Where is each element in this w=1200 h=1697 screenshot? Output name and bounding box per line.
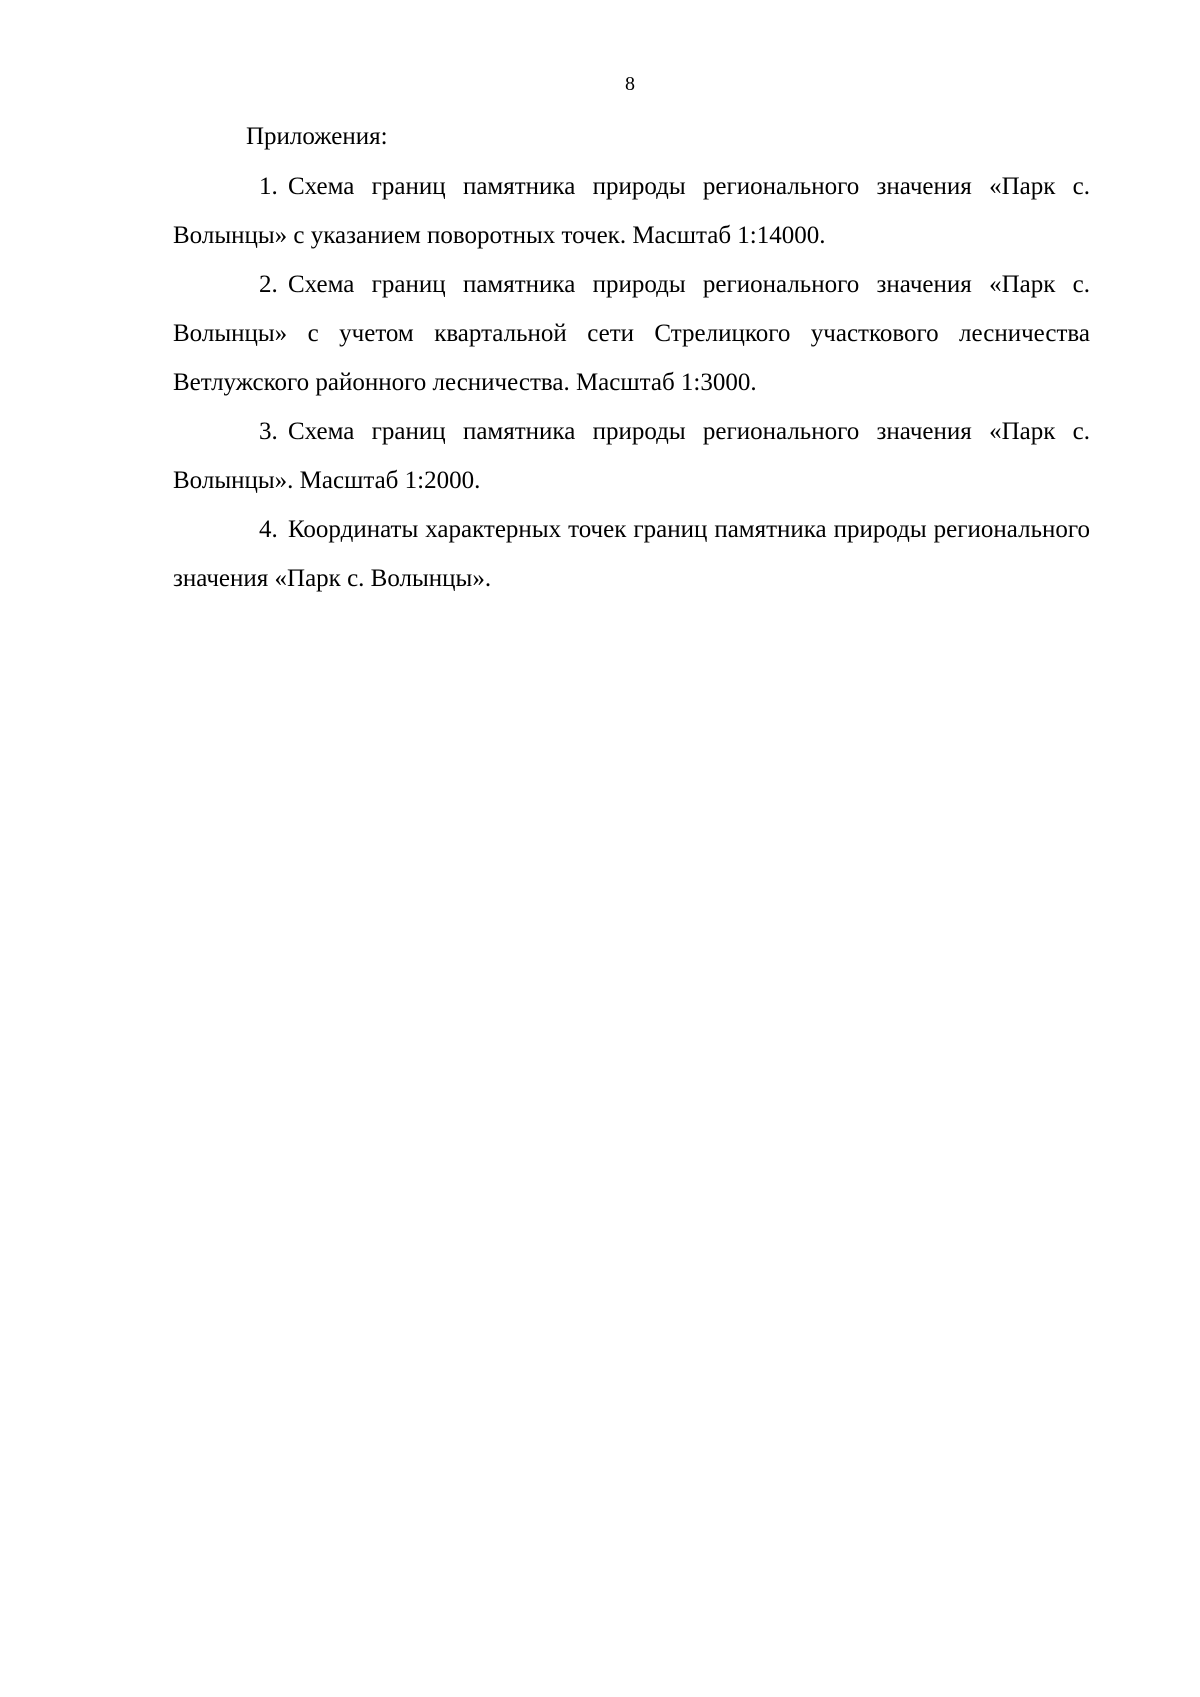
- appendices-list: [173, 162, 1090, 603]
- appendix-item-number: 3.: [259, 418, 278, 445]
- appendix-item-1: [173, 162, 1090, 260]
- appendix-item-3: [173, 407, 1090, 505]
- appendix-item-text: Схема границ памятника природы регионального значения «Парк с. Волынцы». Масштаб 1:2000.: [173, 418, 1090, 494]
- appendix-item-number: 2.: [259, 271, 278, 298]
- appendix-item-text: Координаты характерных точек границ памятника природы регионального значения «Парк с. Волынцы».: [173, 516, 1090, 592]
- appendix-item-4: [173, 505, 1090, 603]
- appendix-item-number: 4.: [259, 516, 278, 543]
- appendices-section: [173, 112, 1090, 603]
- appendix-item-2: [173, 260, 1090, 407]
- appendix-item-text: Схема границ памятника природы регионального значения «Парк с. Волынцы» с учетом квартальной сети Стрелицкого участкового лесничества Ветлужского районного лесничества. Масштаб 1:3000.: [173, 271, 1090, 396]
- appendix-item-text: Схема границ памятника природы регионального значения «Парк с. Волынцы» с указанием поворотных точек. Масштаб 1:14000.: [173, 173, 1090, 249]
- appendix-item-number: 1.: [259, 173, 278, 200]
- page-number: 8: [625, 73, 635, 95]
- appendices-heading: Приложения:: [246, 123, 388, 150]
